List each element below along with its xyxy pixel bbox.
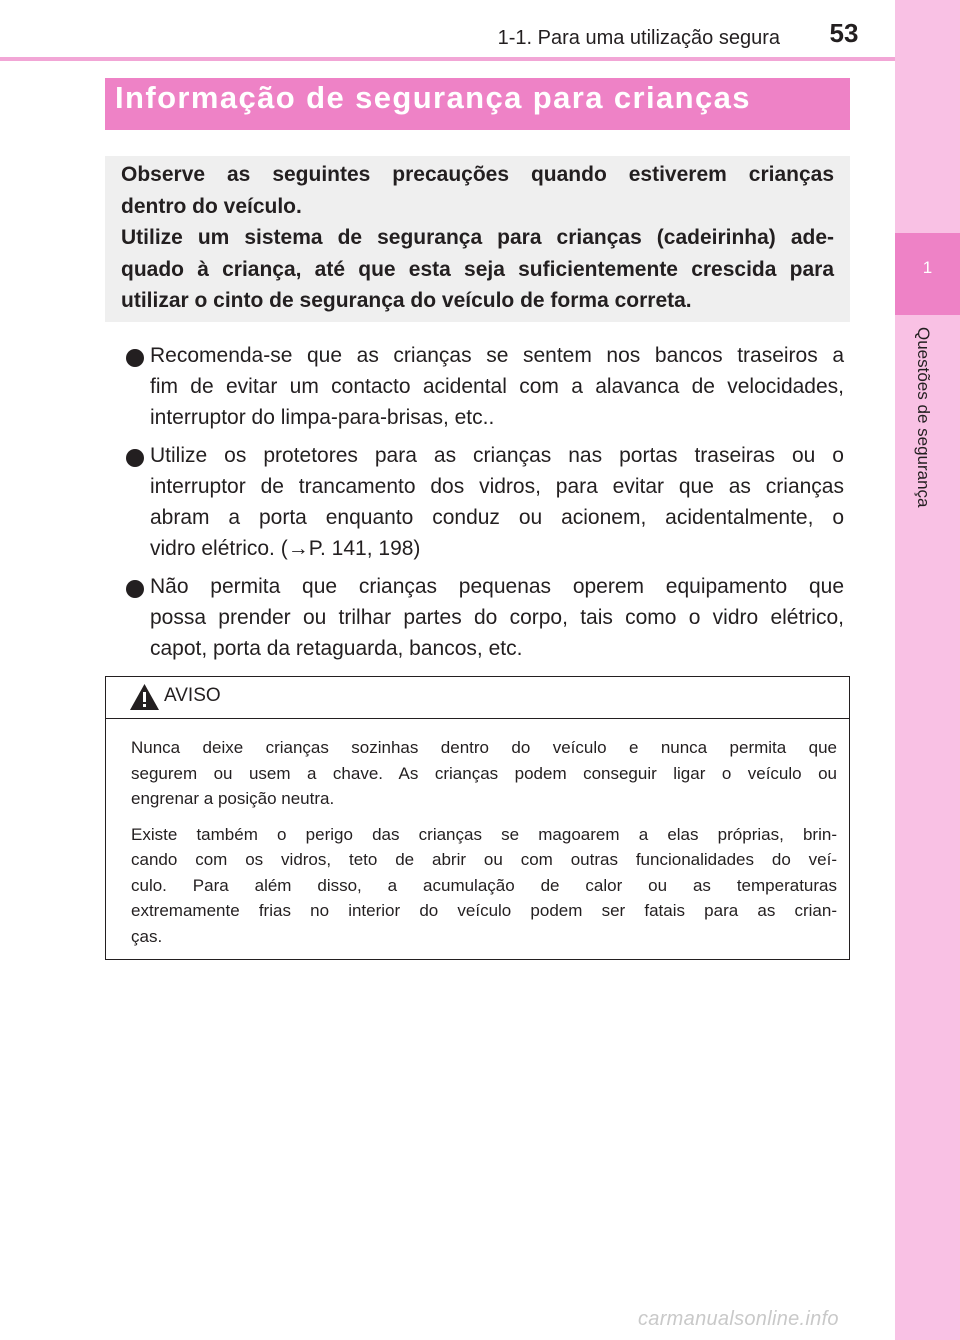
warning-triangle-icon: [129, 683, 160, 711]
bullet-line: Recomenda-se que as crianças se sentem nos bancos traseiros a: [150, 344, 844, 367]
chapter-side-tab: [895, 0, 960, 1340]
page-title: Informação de segurança para crianças: [115, 80, 751, 115]
warning-line: extremamente frias no interior do veículo podem ser fatais para as crian-: [131, 901, 837, 920]
intro-line: utilizar o cinto de segurança do veículo de forma correta.: [121, 289, 692, 312]
warning-line: Existe também o perigo das crianças se magoarem a elas próprias, brin-: [131, 824, 837, 844]
bullet-dot-icon: [126, 580, 144, 598]
bullet-item: [124, 571, 844, 664]
warning-line: segurem ou usem a chave. As crianças podem conseguir ligar o veículo ou: [131, 763, 837, 783]
bullet-list: [124, 340, 844, 671]
bullet-line: vidro elétrico. (→P. 141, 198): [150, 537, 421, 560]
bullet-line: possa prender ou trilhar partes do corpo, tais como o vidro elétrico,: [150, 606, 844, 629]
bullet-line: abram a porta enquanto conduz ou acionem, acidentalmente, o: [150, 506, 844, 529]
warning-line: culo. Para além disso, a acumulação de calor ou as temperaturas: [131, 875, 837, 895]
intro-box: [105, 156, 850, 322]
bullet-line: Utilize os protetores para as crianças nas portas traseiras ou o: [150, 444, 844, 467]
intro-line: Observe as seguintes precauções quando estiverem crianças: [121, 163, 834, 186]
page-number: 53: [829, 18, 859, 48]
chapter-number: 1: [922, 258, 933, 277]
bullet-item: [124, 340, 844, 433]
bullet-item: [124, 440, 844, 564]
intro-line: Utilize um sistema de segurança para crianças (cadeirinha) ade-: [121, 226, 834, 249]
chapter-title-vertical: Questões de segurança: [914, 327, 933, 508]
bullet-line: interruptor de trancamento dos vidros, para evitar que as crianças: [150, 475, 844, 498]
intro-line: quado à criança, até que esta seja suficientemente crescida para: [121, 257, 834, 281]
warning-line: Nunca deixe crianças sozinhas dentro do veículo e nunca permita que: [131, 738, 837, 757]
warning-line: cando com os vidros, teto de abrir ou com outras funcionalidades do veí-: [131, 850, 837, 869]
watermark: carmanualsonline.info: [638, 1308, 839, 1330]
header-rule: [0, 57, 895, 61]
warning-title: AVISO: [164, 685, 221, 706]
warning-line: ças.: [131, 926, 163, 946]
warning-header: [106, 677, 849, 719]
bullet-line: fim de evitar um contacto acidental com a alavanca de velocidades,: [150, 375, 844, 398]
warning-body: [131, 735, 837, 959]
warning-box: [105, 676, 850, 960]
section-heading: 1-1. Para uma utilização segura: [497, 27, 780, 49]
bullet-dot-icon: [126, 349, 144, 367]
bullet-dot-icon: [126, 449, 144, 467]
bullet-line: capot, porta da retaguarda, bancos, etc.: [150, 637, 523, 660]
bullet-line: Não permita que crianças pequenas operem equipamento que: [150, 575, 844, 598]
intro-line: dentro do veículo.: [121, 194, 302, 218]
bullet-line: interruptor do limpa-para-brisas, etc..: [150, 406, 495, 429]
warning-line: engrenar a posição neutra.: [131, 789, 335, 808]
